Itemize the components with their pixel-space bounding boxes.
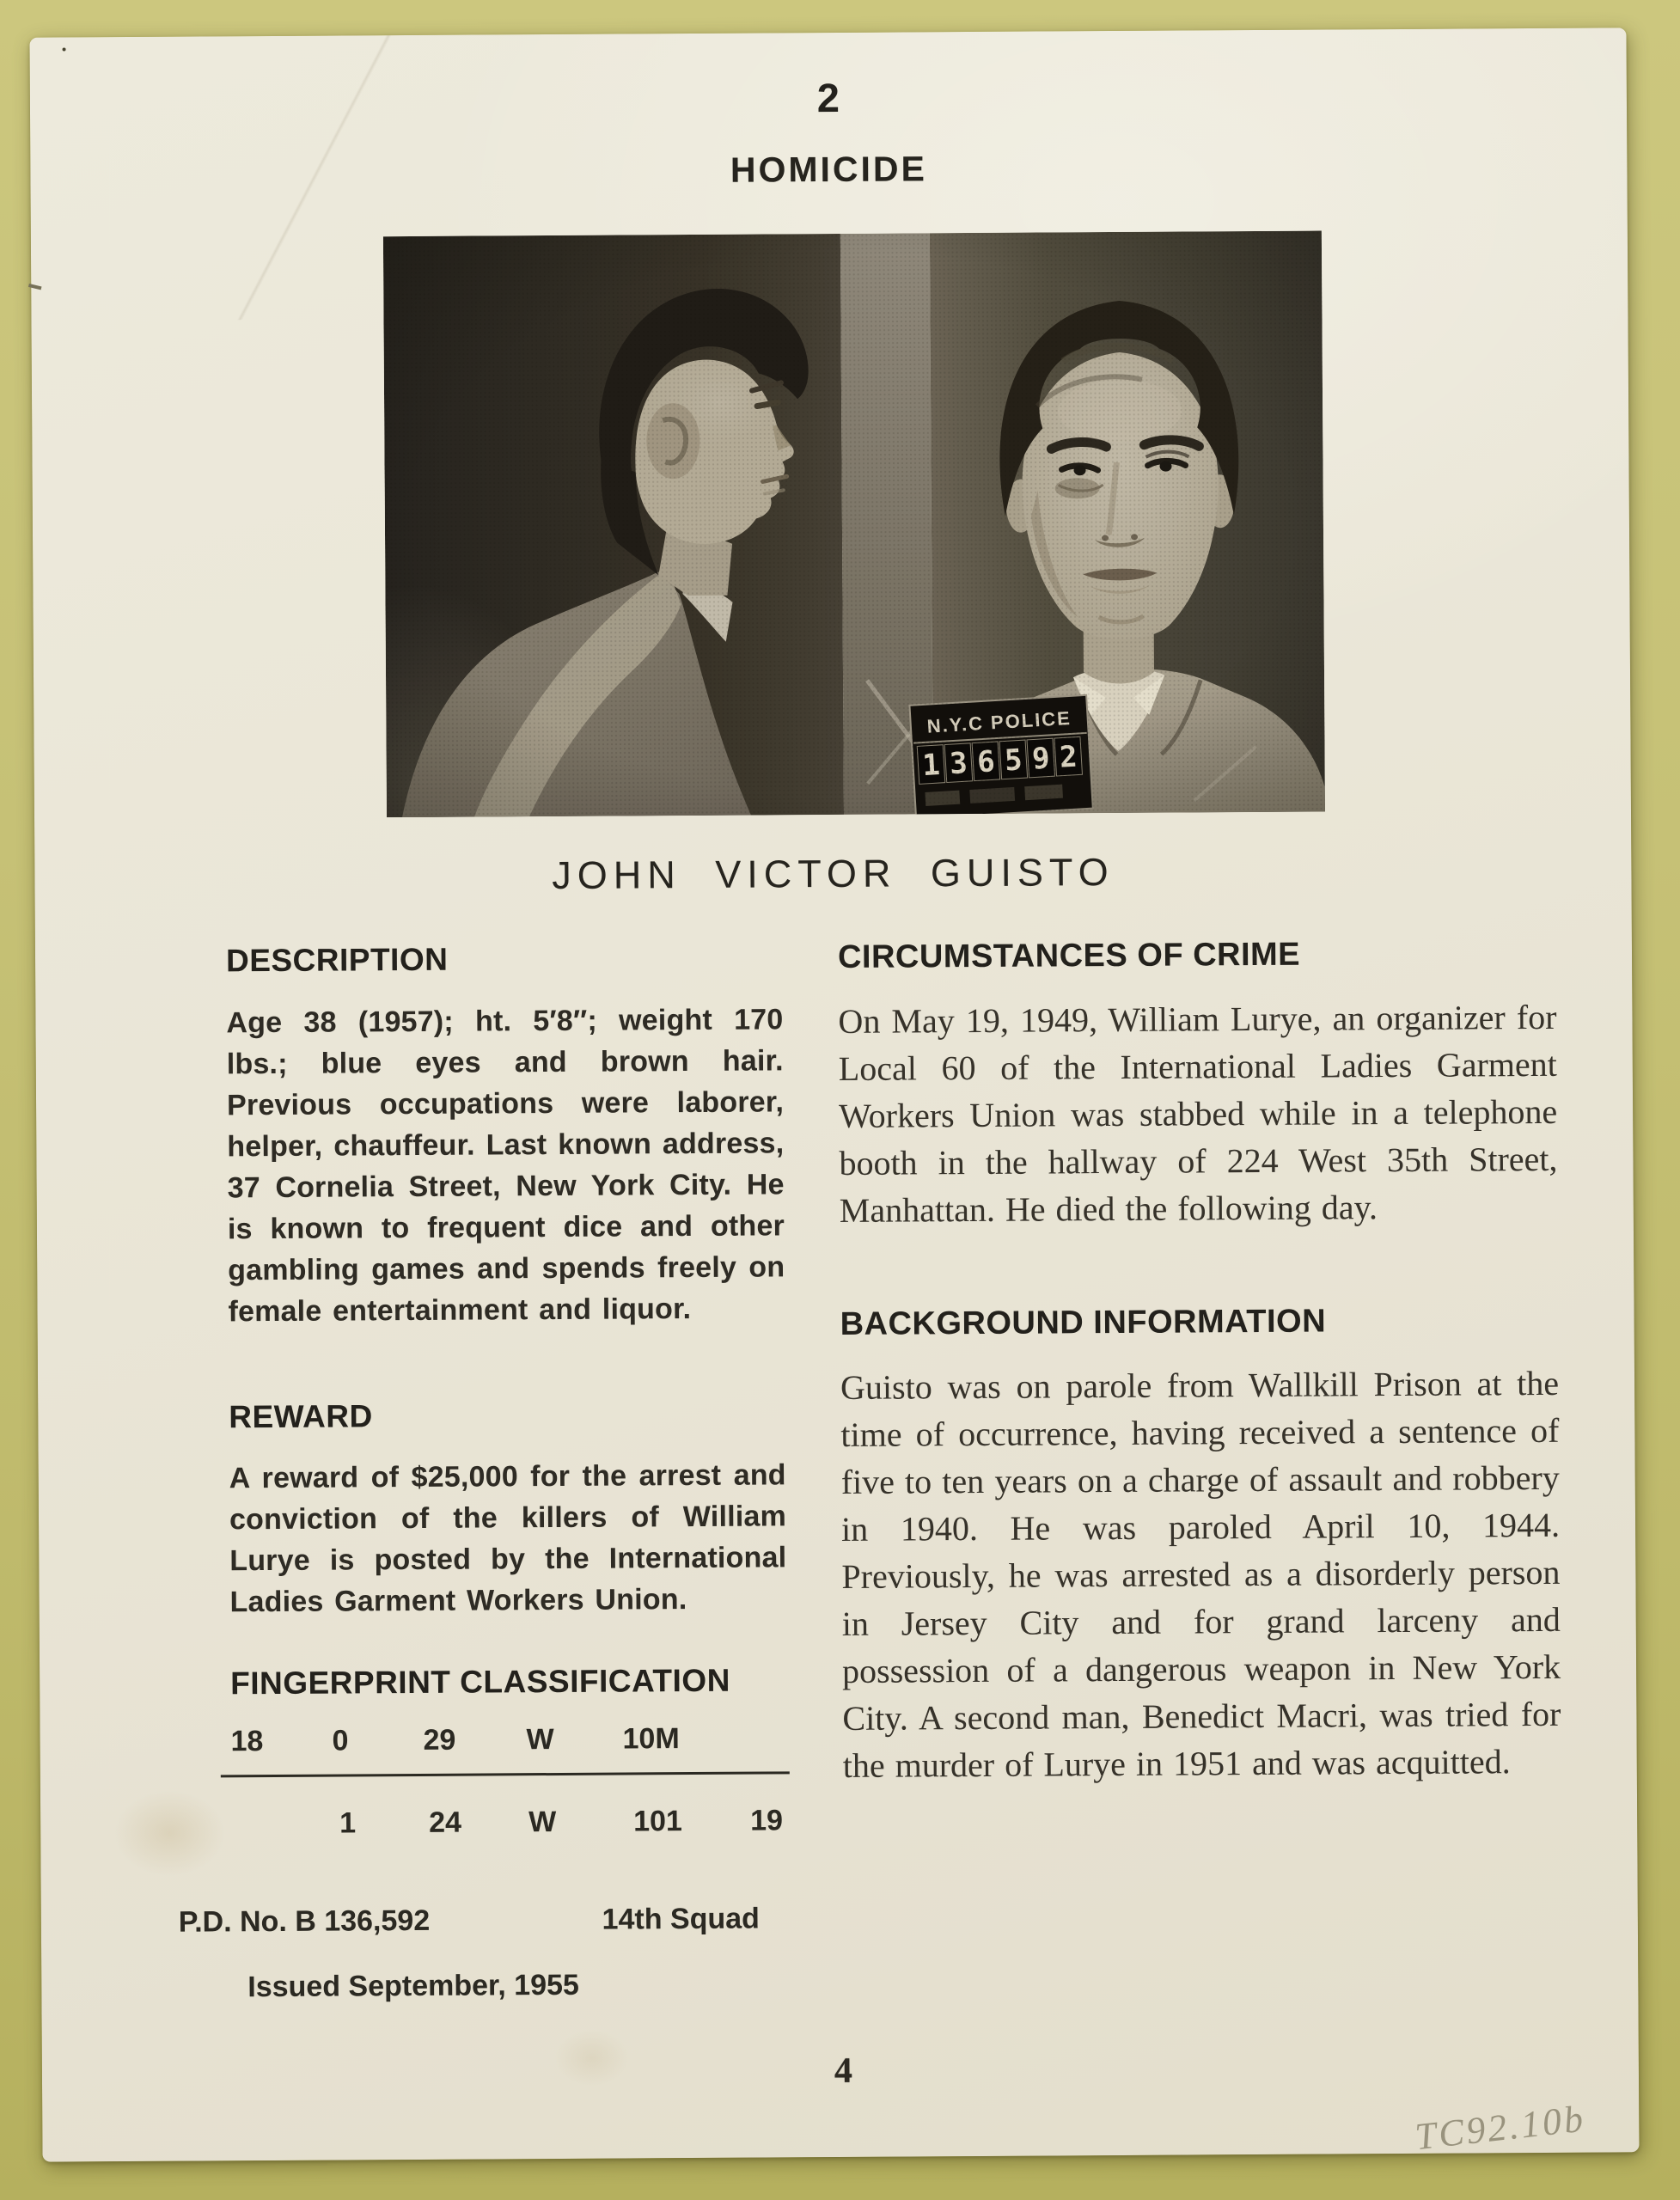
- fingerprint-cell: W: [528, 1805, 557, 1838]
- subject-name: JOHN VICTOR GUISTO: [552, 850, 1115, 898]
- pd-number-line: [178, 1902, 760, 1939]
- squad: 14th Squad: [602, 1902, 760, 1936]
- fingerprint-cell: 1: [339, 1806, 357, 1840]
- pd-number: P.D. No. B 136,592: [178, 1904, 431, 1939]
- background-heading: BACKGROUND INFORMATION: [840, 1303, 1327, 1342]
- background-text: Guisto was on parole from Wallkill Prison at the time of occurrence, having received a sentence of five to ten years on a charge of assault and robbery in 1940. He was paroled April 10, 1944. Previously, he was arrested as a disorderly person in Jersey City and for grand larceny and possession of a dangerous weapon in New York City. A second man, Benedict Macri, was tried for the murder of Lurye in 1951 and was acquitted.: [840, 1364, 1561, 1786]
- edge-mark: [28, 284, 42, 290]
- page-number-bottom: 4: [834, 2050, 853, 2092]
- circumstances-text: On May 19, 1949, William Lurye, an organizer for Local 60 of the International Ladies Garment Workers Union was stabbed while in a telephone booth in the hallway of 224 West 35th Street, Manhattan. He died the following day.: [838, 997, 1558, 1230]
- corner-speck: [63, 47, 66, 51]
- content-columns: [35, 888, 1639, 2002]
- fingerprint-divider: [221, 1771, 790, 1777]
- fingerprint-cell: 19: [750, 1804, 784, 1837]
- reward-heading: REWARD: [229, 1397, 373, 1434]
- right-column: [838, 935, 1561, 1789]
- fingerprint-cell: 10M: [622, 1721, 680, 1756]
- page-number-top: 2: [816, 74, 840, 121]
- reward-text: A reward of $25,000 for the arrest and conviction of the killers of William Lurye is posted by the International Ladies Garment Workers Union.: [229, 1458, 787, 1619]
- fingerprint-cell: 0: [332, 1724, 349, 1757]
- description-text: Age 38 (1957); ht. 5′8″; weight 170 lbs.; blue eyes and brown hair. Previous occupations were laborer, helper, chauffeur. Last known address, 37 Cornelia Street, New York City. He is known to frequent dice and other gambling games and spends freely on female entertainment and liquor.: [226, 1002, 785, 1328]
- mugshot-illustration: [383, 231, 1325, 818]
- fingerprint-cell: 29: [423, 1723, 456, 1757]
- document-page: [29, 28, 1639, 2161]
- issued-date: Issued September, 1955: [247, 1968, 579, 2003]
- fingerprint-heading: FINGERPRINT CLASSIFICATION: [230, 1662, 730, 1702]
- fingerprint-cell: W: [526, 1722, 554, 1756]
- fingerprint-cell: 101: [633, 1804, 683, 1838]
- handwritten-note: TC92.10b: [1413, 2097, 1588, 2159]
- mugshot-photo: [383, 231, 1325, 818]
- circumstances-heading: CIRCUMSTANCES OF CRIME: [837, 936, 1301, 975]
- fingerprint-classification-table: [230, 1723, 788, 1867]
- fingerprint-cell: 24: [429, 1806, 462, 1839]
- fingerprint-cell: 18: [230, 1724, 264, 1757]
- page-header: [29, 28, 1627, 192]
- left-column: [178, 939, 790, 2003]
- description-heading: DESCRIPTION: [225, 941, 449, 979]
- category-title: HOMICIDE: [730, 149, 928, 190]
- fingerprint-numerator-row: [230, 1721, 787, 1757]
